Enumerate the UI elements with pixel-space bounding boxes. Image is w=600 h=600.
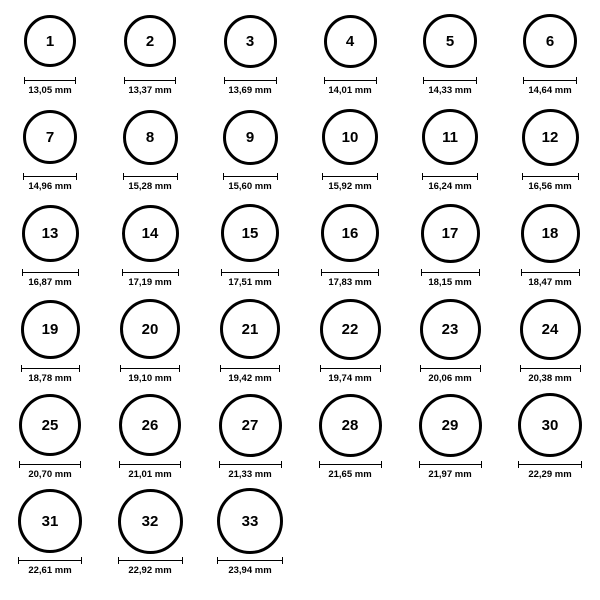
- dimension-cap-left-icon: [22, 269, 23, 276]
- ring-size-number: 23: [441, 320, 459, 338]
- ring-circle-wrapper: [321, 200, 379, 266]
- ring-size-cell: [500, 392, 600, 488]
- dimension-line-icon: [23, 173, 77, 180]
- ring-diameter-label: 17,83 mm: [328, 277, 372, 288]
- ring-size-cell: [0, 296, 100, 392]
- dimension-cap-left-icon: [217, 557, 218, 564]
- ring-circle-wrapper: [24, 8, 76, 74]
- dimension-cap-right-icon: [576, 77, 577, 84]
- dimension-cap-left-icon: [421, 269, 422, 276]
- dimension-cap-right-icon: [376, 77, 377, 84]
- dimension-line-wrapper: [124, 76, 176, 85]
- ring-size-number: 2: [145, 32, 155, 50]
- ring-circle-wrapper: [124, 8, 176, 74]
- dimension-line-icon: [224, 77, 277, 84]
- dimension-line-icon: [419, 461, 482, 468]
- ring-size-number: 30: [541, 416, 559, 434]
- ring-size-cell: [300, 392, 400, 488]
- ring-size-number: 14: [141, 224, 159, 242]
- dimension-line-wrapper: [18, 556, 82, 565]
- ring-size-cell: [400, 392, 500, 488]
- ring-circle-icon: [223, 110, 278, 165]
- ring-circle-icon: [118, 489, 183, 554]
- ring-size-cell: [300, 104, 400, 200]
- dimension-line-wrapper: [119, 460, 181, 469]
- dimension-cap-left-icon: [419, 461, 420, 468]
- ring-size-number: 10: [341, 128, 359, 146]
- dimension-line-wrapper: [321, 268, 379, 277]
- ring-diameter-label: 20,06 mm: [428, 373, 472, 384]
- ring-size-cell: [0, 392, 100, 488]
- ring-diameter-label: 19,10 mm: [128, 373, 172, 384]
- dimension-line-wrapper: [422, 172, 478, 181]
- ring-circle-wrapper: [421, 200, 480, 266]
- dimension-cap-right-icon: [178, 269, 179, 276]
- dimension-cap-right-icon: [78, 269, 79, 276]
- ring-diameter-label: 13,37 mm: [128, 85, 172, 96]
- ring-circle-wrapper: [123, 104, 178, 170]
- ring-circle-wrapper: [420, 296, 481, 362]
- ring-diameter-label: 18,15 mm: [428, 277, 472, 288]
- dimension-line-icon: [118, 557, 183, 564]
- ring-size-number: 31: [41, 512, 59, 530]
- dimension-cap-left-icon: [120, 365, 121, 372]
- ring-circle-icon: [19, 394, 81, 456]
- dimension-line-wrapper: [19, 460, 81, 469]
- dimension-cap-right-icon: [278, 269, 279, 276]
- dimension-line-wrapper: [122, 268, 179, 277]
- ring-diameter-label: 23,94 mm: [228, 565, 272, 576]
- dimension-cap-left-icon: [18, 557, 19, 564]
- ring-circle-icon: [217, 488, 283, 554]
- ring-size-number: 27: [241, 416, 259, 434]
- dimension-cap-left-icon: [220, 365, 221, 372]
- dimension-line-wrapper: [319, 460, 382, 469]
- ring-size-cell: [0, 8, 100, 104]
- ring-size-number: 18: [541, 224, 559, 242]
- ring-size-cell: [300, 8, 400, 104]
- ring-circle-icon: [23, 110, 77, 164]
- dimension-cap-left-icon: [23, 173, 24, 180]
- dimension-cap-right-icon: [477, 173, 478, 180]
- ring-circle-icon: [322, 109, 378, 165]
- ring-diameter-label: 21,65 mm: [328, 469, 372, 480]
- dimension-cap-right-icon: [81, 557, 82, 564]
- dimension-cap-right-icon: [79, 365, 80, 372]
- ring-circle-icon: [518, 393, 582, 457]
- ring-size-cell: [400, 8, 500, 104]
- dimension-line-wrapper: [521, 268, 580, 277]
- dimension-line-icon: [18, 557, 82, 564]
- ring-diameter-label: 16,56 mm: [528, 181, 572, 192]
- ring-size-number: 22: [341, 320, 359, 338]
- ring-size-number: 8: [145, 128, 155, 146]
- dimension-line-wrapper: [421, 268, 480, 277]
- dimension-line-icon: [220, 365, 280, 372]
- dimension-line-wrapper: [224, 76, 277, 85]
- dimension-cap-right-icon: [476, 77, 477, 84]
- ring-circle-icon: [219, 394, 282, 457]
- ring-size-cell: [400, 200, 500, 296]
- dimension-line-wrapper: [24, 76, 76, 85]
- ring-size-cell: [400, 104, 500, 200]
- ring-circle-icon: [320, 299, 381, 360]
- dimension-line-icon: [324, 77, 377, 84]
- ring-circle-wrapper: [423, 8, 477, 74]
- ring-size-number: 4: [345, 32, 355, 50]
- dimension-line-icon: [422, 173, 478, 180]
- ring-size-cell: [200, 392, 300, 488]
- dimension-line-icon: [322, 173, 378, 180]
- ring-circle-icon: [419, 394, 482, 457]
- dimension-line-icon: [523, 77, 577, 84]
- ring-size-cell: [200, 296, 300, 392]
- ring-circle-icon: [523, 14, 577, 68]
- ring-circle-icon: [22, 205, 79, 262]
- dimension-cap-right-icon: [380, 365, 381, 372]
- dimension-cap-left-icon: [522, 173, 523, 180]
- dimension-cap-right-icon: [75, 77, 76, 84]
- ring-size-number: 26: [141, 416, 159, 434]
- ring-circle-icon: [220, 299, 280, 359]
- ring-size-cell: [200, 8, 300, 104]
- dimension-cap-right-icon: [378, 269, 379, 276]
- ring-circle-wrapper: [518, 392, 582, 458]
- ring-circle-wrapper: [522, 104, 579, 170]
- dimension-line-icon: [22, 269, 79, 276]
- dimension-line-icon: [223, 173, 278, 180]
- dimension-cap-right-icon: [182, 557, 183, 564]
- ring-diameter-label: 19,74 mm: [328, 373, 372, 384]
- dimension-cap-left-icon: [321, 269, 322, 276]
- dimension-cap-left-icon: [219, 461, 220, 468]
- dimension-line-wrapper: [523, 76, 577, 85]
- dimension-line-icon: [123, 173, 178, 180]
- ring-circle-icon: [224, 15, 277, 68]
- ring-diameter-label: 16,24 mm: [428, 181, 472, 192]
- ring-circle-wrapper: [118, 488, 183, 554]
- dimension-cap-right-icon: [76, 173, 77, 180]
- ring-size-number: 5: [445, 32, 455, 50]
- dimension-line-icon: [221, 269, 279, 276]
- dimension-cap-left-icon: [124, 77, 125, 84]
- dimension-cap-right-icon: [480, 365, 481, 372]
- ring-diameter-label: 13,69 mm: [228, 85, 272, 96]
- ring-size-cell: [100, 8, 200, 104]
- ring-circle-wrapper: [19, 392, 81, 458]
- ring-size-number: 24: [541, 320, 559, 338]
- dimension-line-icon: [124, 77, 176, 84]
- dimension-cap-right-icon: [179, 365, 180, 372]
- ring-circle-icon: [522, 109, 579, 166]
- ring-diameter-label: 20,70 mm: [28, 469, 72, 480]
- dimension-cap-left-icon: [21, 365, 22, 372]
- ring-diameter-label: 17,51 mm: [228, 277, 272, 288]
- ring-size-cell: [0, 488, 100, 584]
- ring-size-cell: [500, 8, 600, 104]
- dimension-cap-left-icon: [118, 557, 119, 564]
- dimension-line-wrapper: [217, 556, 283, 565]
- ring-circle-wrapper: [122, 200, 179, 266]
- dimension-line-wrapper: [522, 172, 579, 181]
- ring-size-number: 1: [45, 32, 55, 50]
- ring-circle-wrapper: [324, 8, 377, 74]
- dimension-cap-right-icon: [175, 77, 176, 84]
- dimension-line-icon: [521, 269, 580, 276]
- dimension-line-wrapper: [320, 364, 381, 373]
- ring-size-cell: [0, 200, 100, 296]
- ring-circle-wrapper: [219, 392, 282, 458]
- ring-diameter-label: 21,33 mm: [228, 469, 272, 480]
- dimension-line-wrapper: [324, 76, 377, 85]
- ring-diameter-label: 15,28 mm: [128, 181, 172, 192]
- ring-circle-icon: [18, 489, 82, 553]
- ring-size-number: 11: [442, 128, 458, 146]
- ring-size-cell: [300, 296, 400, 392]
- dimension-line-icon: [217, 557, 283, 564]
- ring-circle-icon: [21, 300, 80, 359]
- dimension-cap-right-icon: [279, 365, 280, 372]
- ring-diameter-label: 18,47 mm: [528, 277, 572, 288]
- dimension-line-wrapper: [518, 460, 582, 469]
- dimension-line-icon: [520, 365, 581, 372]
- ring-circle-wrapper: [422, 104, 478, 170]
- ring-diameter-label: 14,96 mm: [28, 181, 72, 192]
- dimension-cap-left-icon: [521, 269, 522, 276]
- ring-circle-icon: [321, 204, 379, 262]
- ring-circle-icon: [319, 394, 382, 457]
- dimension-cap-left-icon: [223, 173, 224, 180]
- dimension-line-icon: [219, 461, 282, 468]
- dimension-cap-right-icon: [479, 269, 480, 276]
- dimension-cap-left-icon: [221, 269, 222, 276]
- dimension-line-wrapper: [221, 268, 279, 277]
- dimension-line-wrapper: [219, 460, 282, 469]
- dimension-cap-left-icon: [224, 77, 225, 84]
- ring-circle-wrapper: [120, 296, 180, 362]
- dimension-line-icon: [120, 365, 180, 372]
- dimension-line-icon: [21, 365, 80, 372]
- ring-diameter-label: 21,01 mm: [128, 469, 172, 480]
- ring-diameter-label: 16,87 mm: [28, 277, 72, 288]
- dimension-line-wrapper: [123, 172, 178, 181]
- dimension-cap-left-icon: [422, 173, 423, 180]
- ring-size-cell: [200, 104, 300, 200]
- ring-circle-wrapper: [224, 8, 277, 74]
- ring-circle-icon: [422, 109, 478, 165]
- ring-circle-icon: [521, 204, 580, 263]
- ring-circle-wrapper: [21, 296, 80, 362]
- ring-circle-wrapper: [119, 392, 181, 458]
- ring-size-number: 12: [541, 128, 559, 146]
- ring-diameter-label: 22,29 mm: [528, 469, 572, 480]
- ring-circle-icon: [324, 15, 377, 68]
- ring-size-number: 13: [41, 224, 59, 242]
- dimension-line-wrapper: [420, 364, 481, 373]
- dimension-line-wrapper: [118, 556, 183, 565]
- dimension-line-icon: [420, 365, 481, 372]
- ring-size-cell: [500, 296, 600, 392]
- ring-diameter-label: 14,64 mm: [528, 85, 572, 96]
- dimension-line-wrapper: [21, 364, 80, 373]
- ring-circle-wrapper: [22, 200, 79, 266]
- dimension-cap-right-icon: [180, 461, 181, 468]
- ring-diameter-label: 15,60 mm: [228, 181, 272, 192]
- ring-diameter-label: 22,61 mm: [28, 565, 72, 576]
- ring-circle-wrapper: [23, 104, 77, 170]
- dimension-line-icon: [24, 77, 76, 84]
- dimension-line-wrapper: [419, 460, 482, 469]
- ring-size-number: 21: [241, 320, 259, 338]
- ring-diameter-label: 21,97 mm: [428, 469, 472, 480]
- ring-size-number: 33: [241, 512, 259, 530]
- dimension-cap-right-icon: [177, 173, 178, 180]
- dimension-cap-right-icon: [277, 173, 278, 180]
- ring-size-number: 15: [241, 224, 259, 242]
- ring-size-number: 29: [441, 416, 459, 434]
- ring-circle-icon: [120, 299, 180, 359]
- ring-size-cell: [100, 392, 200, 488]
- dimension-cap-left-icon: [19, 461, 20, 468]
- dimension-line-icon: [122, 269, 179, 276]
- ring-size-cell: [200, 488, 300, 584]
- dimension-cap-right-icon: [281, 461, 282, 468]
- ring-circle-wrapper: [217, 488, 283, 554]
- ring-circle-wrapper: [523, 8, 577, 74]
- ring-size-number: 20: [141, 320, 159, 338]
- dimension-line-wrapper: [120, 364, 180, 373]
- ring-circle-icon: [221, 204, 279, 262]
- dimension-cap-left-icon: [420, 365, 421, 372]
- ring-diameter-label: 22,92 mm: [128, 565, 172, 576]
- dimension-cap-left-icon: [123, 173, 124, 180]
- ring-circle-icon: [24, 15, 76, 67]
- dimension-cap-left-icon: [518, 461, 519, 468]
- ring-size-number: 25: [41, 416, 59, 434]
- dimension-cap-right-icon: [276, 77, 277, 84]
- dimension-line-icon: [119, 461, 181, 468]
- ring-diameter-label: 19,42 mm: [228, 373, 272, 384]
- dimension-line-wrapper: [223, 172, 278, 181]
- ring-diameter-label: 14,33 mm: [428, 85, 472, 96]
- dimension-line-wrapper: [322, 172, 378, 181]
- ring-circle-icon: [423, 14, 477, 68]
- dimension-line-wrapper: [22, 268, 79, 277]
- ring-size-cell: [100, 296, 200, 392]
- ring-diameter-label: 14,01 mm: [328, 85, 372, 96]
- dimension-cap-right-icon: [581, 461, 582, 468]
- ring-size-cell: [500, 104, 600, 200]
- ring-size-cell: [400, 296, 500, 392]
- dimension-line-wrapper: [520, 364, 581, 373]
- dimension-line-icon: [518, 461, 582, 468]
- dimension-cap-left-icon: [119, 461, 120, 468]
- ring-size-number: 3: [245, 32, 255, 50]
- dimension-cap-left-icon: [122, 269, 123, 276]
- dimension-line-icon: [321, 269, 379, 276]
- dimension-cap-left-icon: [322, 173, 323, 180]
- ring-size-number: 28: [341, 416, 359, 434]
- dimension-cap-left-icon: [324, 77, 325, 84]
- ring-circle-wrapper: [521, 200, 580, 266]
- ring-size-number: 32: [141, 512, 159, 530]
- ring-size-number: 9: [245, 128, 255, 146]
- ring-diameter-label: 15,92 mm: [328, 181, 372, 192]
- dimension-line-icon: [320, 365, 381, 372]
- dimension-cap-right-icon: [381, 461, 382, 468]
- dimension-line-icon: [522, 173, 579, 180]
- dimension-cap-right-icon: [80, 461, 81, 468]
- dimension-cap-right-icon: [282, 557, 283, 564]
- ring-size-cell: [100, 488, 200, 584]
- ring-circle-icon: [122, 205, 179, 262]
- dimension-line-wrapper: [423, 76, 477, 85]
- dimension-line-wrapper: [23, 172, 77, 181]
- ring-size-cell: [0, 104, 100, 200]
- dimension-cap-right-icon: [481, 461, 482, 468]
- ring-circle-wrapper: [320, 296, 381, 362]
- dimension-cap-right-icon: [579, 269, 580, 276]
- ring-circle-wrapper: [520, 296, 581, 362]
- dimension-cap-left-icon: [24, 77, 25, 84]
- dimension-cap-left-icon: [423, 77, 424, 84]
- dimension-line-icon: [19, 461, 81, 468]
- ring-circle-wrapper: [419, 392, 482, 458]
- ring-circle-wrapper: [221, 200, 279, 266]
- ring-circle-wrapper: [18, 488, 82, 554]
- ring-size-cell: [100, 104, 200, 200]
- ring-size-number: 16: [341, 224, 359, 242]
- dimension-line-icon: [319, 461, 382, 468]
- ring-circle-icon: [119, 394, 181, 456]
- dimension-cap-left-icon: [319, 461, 320, 468]
- ring-size-number: 7: [45, 128, 55, 146]
- ring-diameter-label: 20,38 mm: [528, 373, 572, 384]
- ring-size-cell: [200, 200, 300, 296]
- ring-size-number: 6: [545, 32, 555, 50]
- ring-size-number: 17: [441, 224, 459, 242]
- ring-size-number: 19: [41, 320, 59, 338]
- ring-circle-wrapper: [322, 104, 378, 170]
- ring-circle-wrapper: [319, 392, 382, 458]
- ring-circle-wrapper: [223, 104, 278, 170]
- ring-circle-icon: [124, 15, 176, 67]
- ring-size-cell: [100, 200, 200, 296]
- dimension-cap-right-icon: [580, 365, 581, 372]
- ring-diameter-label: 13,05 mm: [28, 85, 72, 96]
- dimension-line-icon: [421, 269, 480, 276]
- ring-circle-icon: [420, 299, 481, 360]
- ring-circle-wrapper: [220, 296, 280, 362]
- ring-circle-icon: [520, 299, 581, 360]
- dimension-cap-left-icon: [320, 365, 321, 372]
- ring-diameter-label: 18,78 mm: [28, 373, 72, 384]
- ring-size-cell: [500, 200, 600, 296]
- dimension-line-wrapper: [220, 364, 280, 373]
- dimension-cap-right-icon: [578, 173, 579, 180]
- dimension-cap-right-icon: [377, 173, 378, 180]
- dimension-cap-left-icon: [520, 365, 521, 372]
- ring-size-cell: [300, 200, 400, 296]
- dimension-line-icon: [423, 77, 477, 84]
- ring-circle-icon: [123, 110, 178, 165]
- dimension-cap-left-icon: [523, 77, 524, 84]
- ring-diameter-label: 17,19 mm: [128, 277, 172, 288]
- ring-circle-icon: [421, 204, 480, 263]
